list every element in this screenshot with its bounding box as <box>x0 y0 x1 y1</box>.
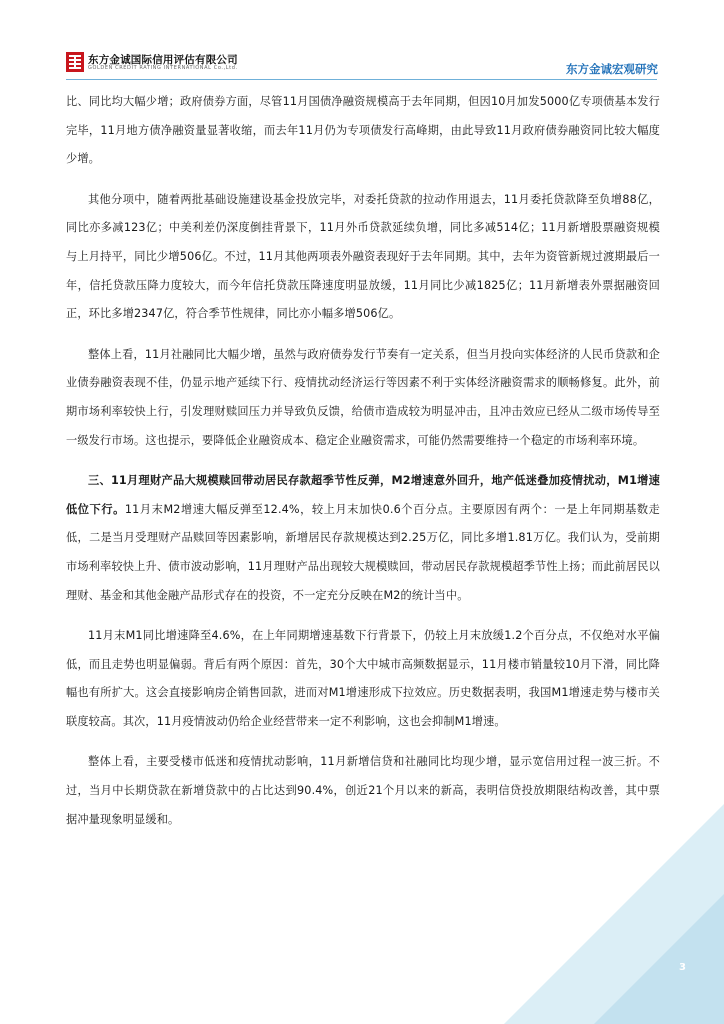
company-name-cn: 东方金诚国际信用评估有限公司 <box>88 54 238 66</box>
page-header <box>0 0 724 80</box>
paragraph-3 <box>66 341 660 455</box>
paragraph-1 <box>66 88 660 174</box>
company-logo-icon <box>66 52 84 72</box>
company-logo <box>66 52 256 74</box>
paragraph-4-section-heading <box>66 467 660 610</box>
header-divider <box>66 79 657 80</box>
paragraph-text: 11月末M2增速大幅反弹至12.4%，较上月末加快0.6个百分点。主要原因有两个：一是上年同期基数走低，二是当月受理财产品赎回等因素影响，新增居民存款规模达到2.25万亿，同比多增1.81万亿。我们认为，受前期市场利率较快上升、债市波动影响，11月理财产品出现较大规模赎回，带动居民存款规模超季节性上扬；而此前居民以理财、基金和其他金融产品形式存在的投资，不一定充分反映在M2的统计当中。 <box>66 502 660 602</box>
paragraph-text: 整体上看，11月社融同比大幅少增，虽然与政府债券发行节奏有一定关系，但当月投向实体经济的人民币贷款和企业债券融资表现不佳，仍显示地产延续下行、疫情扰动经济运行等因素不利于实体经济融资需求的顺畅修复。此外，前期市场利率较快上行，引发理财赎回压力并导致负反馈，给债市造成较为明显冲击，且冲击效应已经从二级市场传导至一级发行市场。这也提示，要降低企业融资成本、稳定企业融资需求，可能仍然需要维持一个稳定的市场利率环境。 <box>66 347 660 447</box>
paragraph-text: 11月末M1同比增速降至4.6%，在上年同期增速基数下行背景下，仍较上月末放缓1.2个百分点，不仅绝对水平偏低，而且走势也明显偏弱。背后有两个原因：首先，30个大中城市高频数据显示，11月楼市销量较10月下滑，同比降幅也有所扩大。这会直接影响房企销售回款，进而对M1增速形成下拉效应。历史数据表明，我国M1增速走势与楼市关联度较高。其次，11月疫情波动仍给企业经营带来一定不利影响，这也会抑制M1增速。 <box>66 629 660 728</box>
section-heading: 三、11月理财产品大规模赎回带动居民存款超季节性反弹，M2增速意外回升，地产低迷叠加疫情扰动，M1增速低位下行。 <box>66 474 660 516</box>
company-name-en: GOLDEN CREDIT RATING INTERNATIONAL Co.,Ltd. <box>88 65 238 71</box>
paragraph-2 <box>66 186 660 329</box>
paragraph-5 <box>66 622 660 736</box>
paragraph-text: 其他分项中，随着两批基础设施建设基金投放完毕，对委托贷款的拉动作用退去，11月委托贷款降至负增88亿，同比亦多减123亿；中美利差仍深度倒挂背景下，11月外币贷款延续负增，同比多减514亿；11月新增股票融资规模与上月持平，同比少增506亿。不过，11月其他两项表外融资表现好于去年同期。其中，去年为资管新规过渡期最后一年，信托贷款压降力度较大，而今年信托贷款压降速度明显放缓，11月同比少减1825亿；11月新增表外票据融资回正，环比多增2347亿，符合季节性规律，同比亦小幅多增506亿。 <box>66 192 660 321</box>
corner-decoration <box>444 744 724 1024</box>
paragraph-text: 整体上看，主要受楼市低迷和疫情扰动影响，11月新增信贷和社融同比均现少增，显示宽信用过程一波三折。不过，当月中长期贷款在新增贷款中的占比达到90.4%，创近21个月以来的新高，表明信贷投放期限结构改善，其中票据冲量现象明显缓和。 <box>66 755 660 826</box>
document-body <box>66 88 660 846</box>
page-number: 3 <box>679 962 686 973</box>
report-series-title: 东方金诚宏观研究 <box>566 62 658 76</box>
paragraph-text: 比、同比均大幅少增；政府债券方面，尽管11月国债净融资规模高于去年同期，但因10月加发5000亿专项债基本发行完毕，11月地方债净融资量显著收缩，而去年11月仍为专项债发行高峰期，由此导致11月政府债券融资同比较大幅度少增。 <box>66 95 660 166</box>
